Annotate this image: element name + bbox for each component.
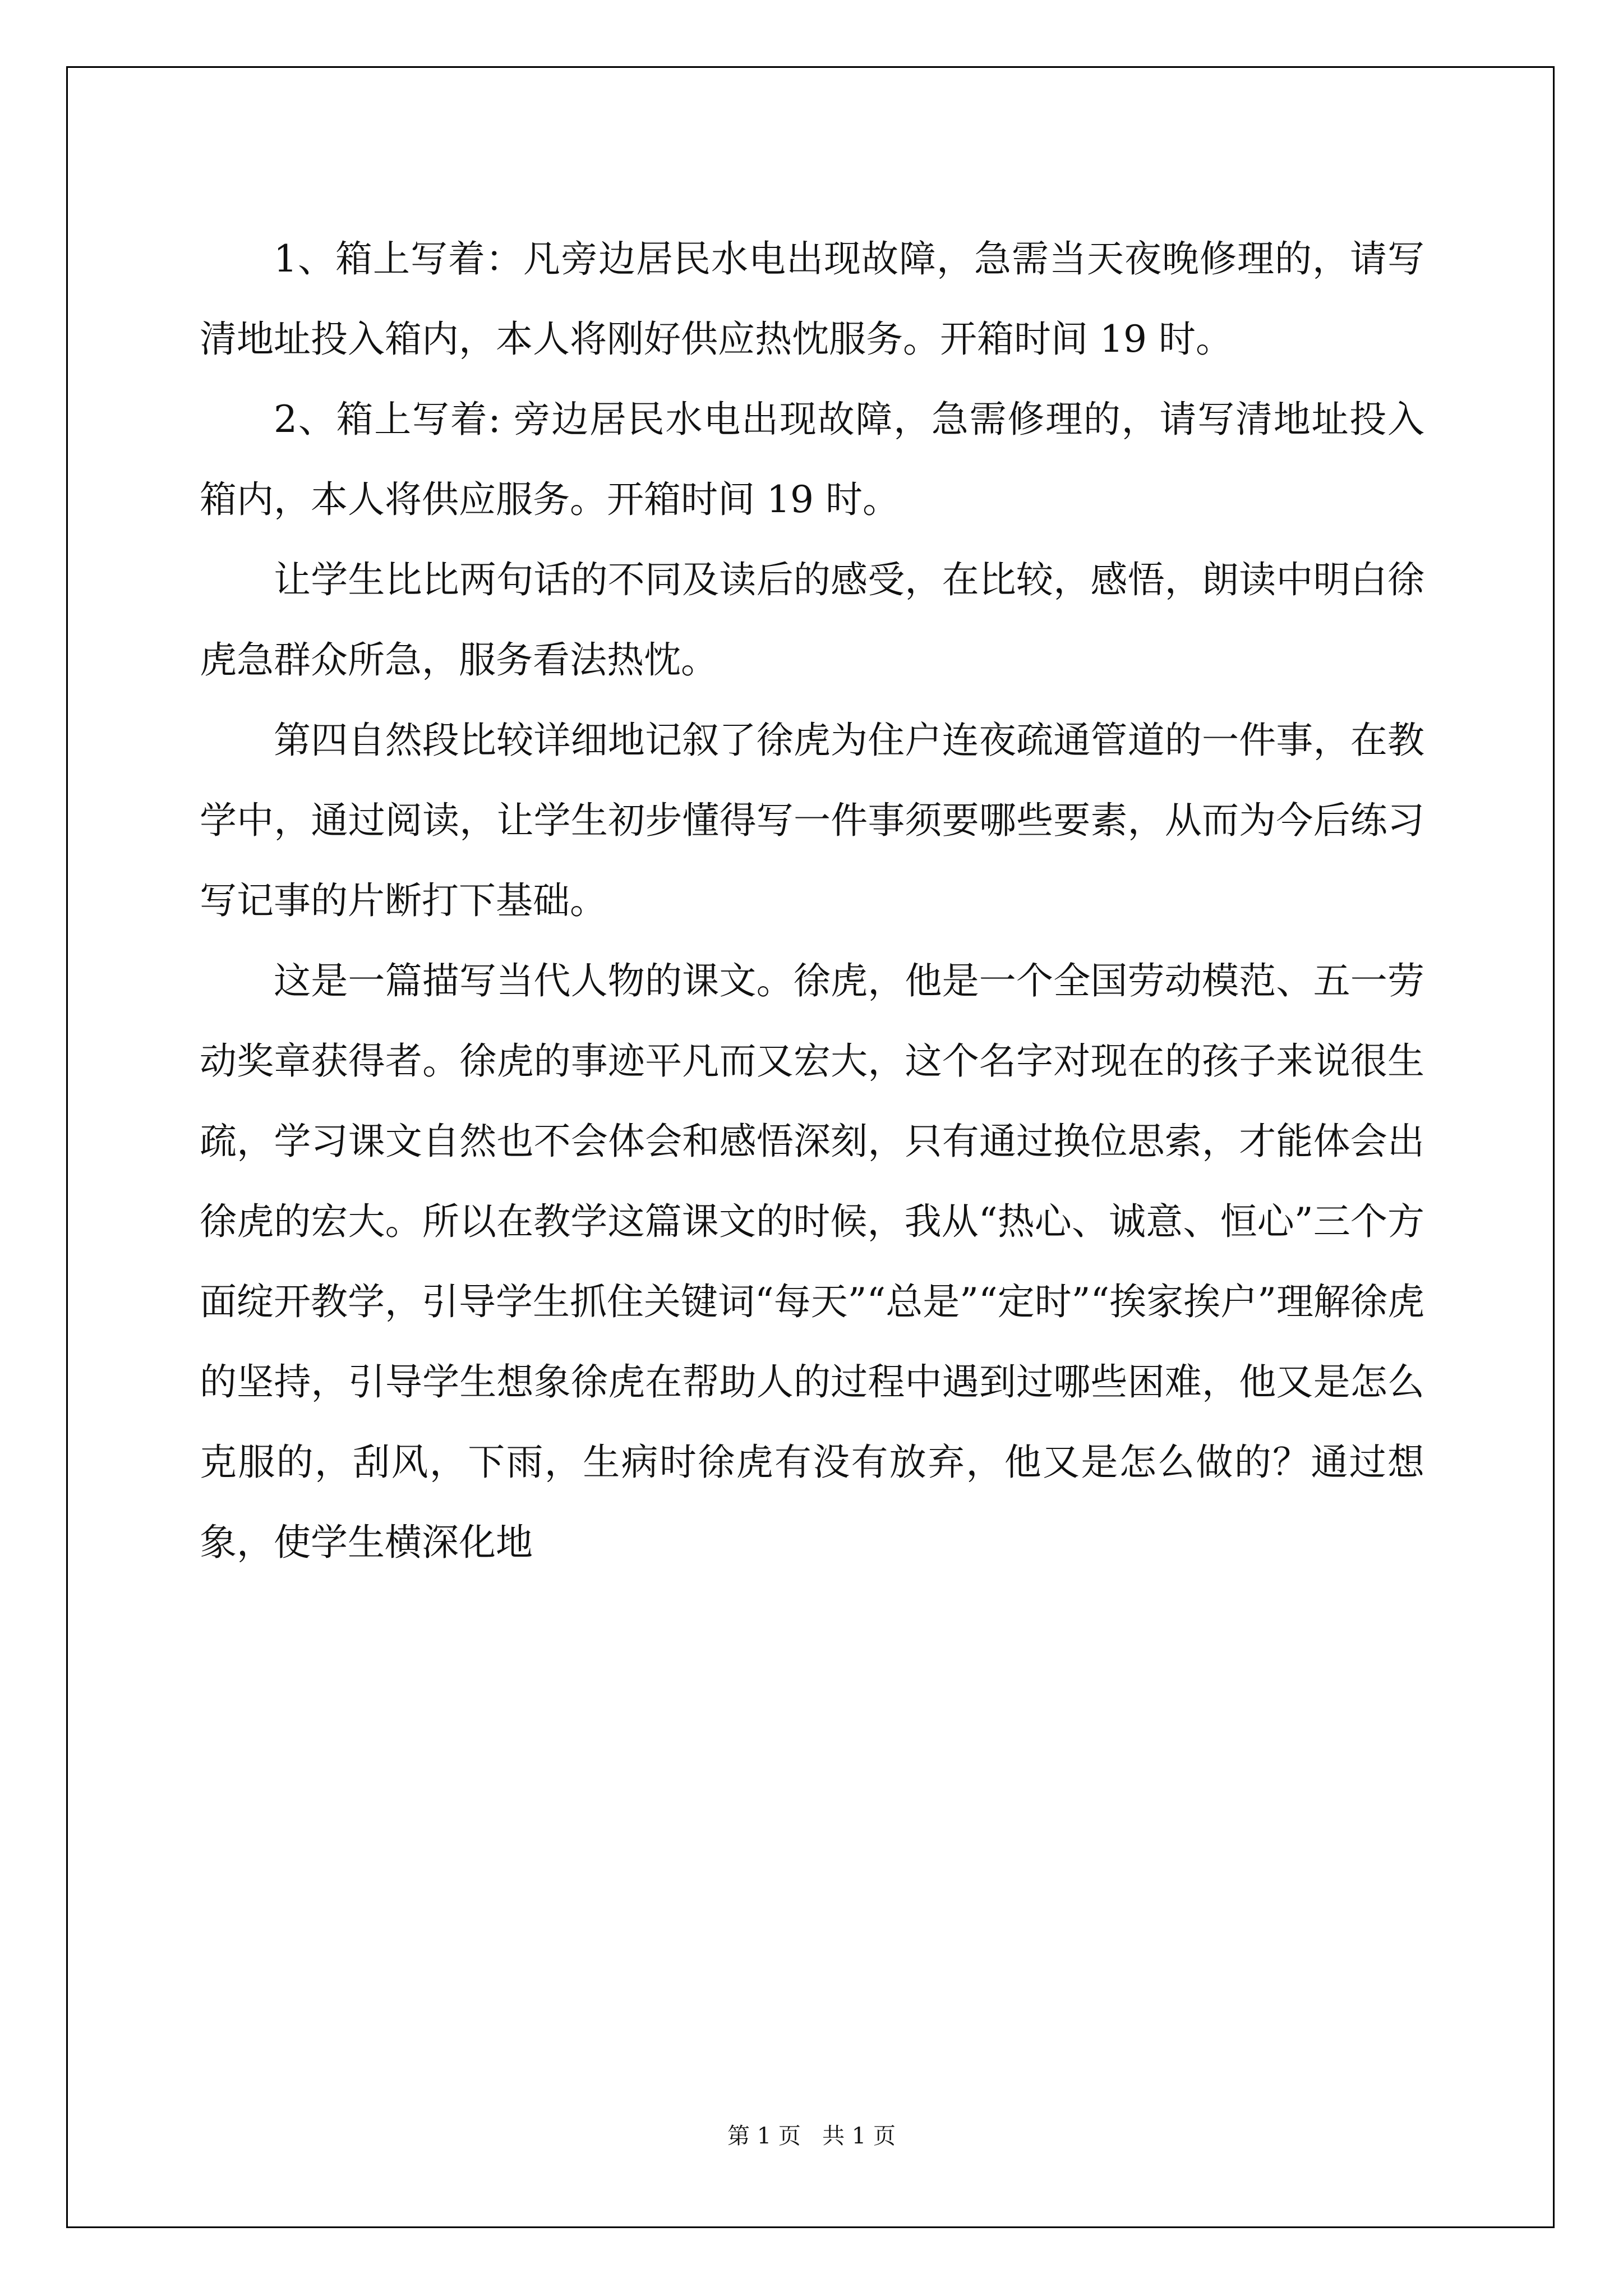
paragraph-1: 1、箱上写着：凡旁边居民水电出现故障，急需当天夜晚修理的，请写清地址投入箱内，本人将刚好供应热忱服务。开箱时间 19 时。 bbox=[200, 237, 1424, 361]
paragraph-2: 2、箱上写着: 旁边居民水电出现故障，急需修理的，请写清地址投入箱内，本人将供应服务。开箱时间 19 时。 bbox=[200, 398, 1424, 521]
paragraph-3: 让学生比比两句话的不同及读后的感受，在比较，感悟，朗读中明白徐虎急群众所急，服务看法热忱。 bbox=[200, 558, 1424, 682]
document-body bbox=[200, 219, 1424, 1582]
paragraph-4: 第四自然段比较详细地记叙了徐虎为住户连夜疏通管道的一件事，在教学中，通过阅读，让学生初步懂得写一件事须要哪些要素，从而为今后练习写记事的片断打下基础。 bbox=[200, 719, 1424, 922]
paragraph-5: 这是一篇描写当代人物的课文。徐虎，他是一个全国劳动模范、五一劳动奖章获得者。徐虎的事迹平凡而又宏大，这个名字对现在的孩子来说很生疏，学习课文自然也不会体会和感悟深刻，只有通过换位思索，才能体会出徐虎的宏大。所以在教学这篇课文的时候，我从“热心、诚意、恒心”三个方面绽开教学，引导学生抓住关键词“每天”“总是”“定时”“挨家挨户”理解徐虎的坚持，引导学生想象徐虎在帮助人的过程中遇到过哪些困难，他又是怎么克服的，刮风，下雨，生病时徐虎有没有放弃，他又是怎么做的？通过想象，使学生横深化地 bbox=[200, 959, 1424, 1564]
page-number-footer: 第 1 页 共 1 页 bbox=[727, 2123, 896, 2149]
